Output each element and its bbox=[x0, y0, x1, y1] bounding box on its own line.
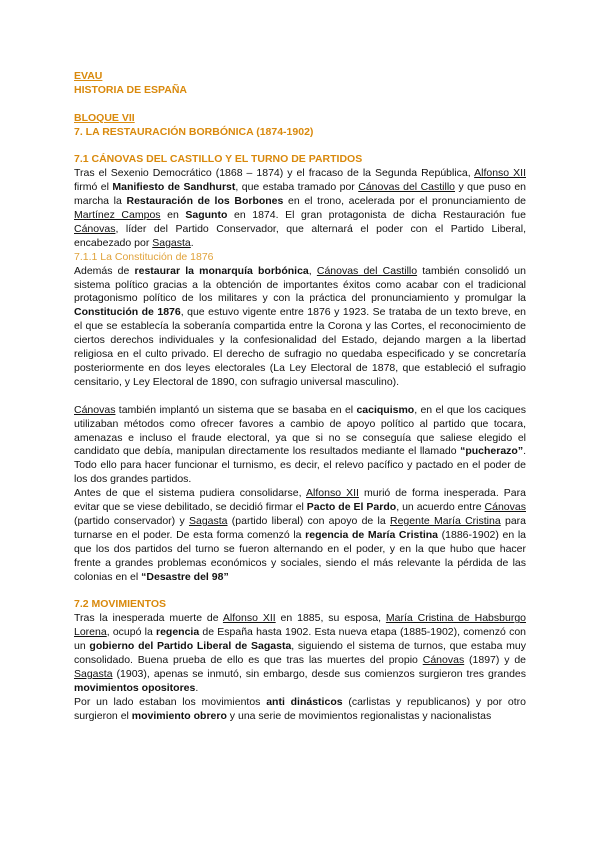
bold-term: caciquismo bbox=[356, 403, 415, 416]
bold-term: movimientos opositores bbox=[74, 681, 196, 694]
text-run: en 1885, su esposa, bbox=[275, 612, 386, 625]
pardo-pact-paragraph bbox=[74, 487, 526, 584]
bold-term: Sagunto bbox=[185, 209, 228, 222]
text-run: . bbox=[190, 236, 194, 249]
topic-title: 7. LA RESTAURACIÓN BORBÓNICA (1874-1902) bbox=[74, 125, 314, 138]
block-label: BLOQUE VII bbox=[74, 111, 135, 124]
wiki-link[interactable]: Alfonso XII bbox=[306, 487, 359, 500]
text-run: (1886-1902) en la que los dos partidos del turno se fueron alternando en el poder, y en la que hubo que hacer frente a grandes problemas económicos y sociales, siendo el más relevante la pérdida de las colonias en el bbox=[74, 528, 526, 583]
text-run: Por un lado estaban los movimientos bbox=[74, 695, 267, 708]
wiki-link[interactable]: Sagasta bbox=[74, 667, 113, 680]
bold-term: Constitución de 1876 bbox=[74, 306, 181, 319]
text-run: (carlistas y republicanos) y por otro surgieron el bbox=[74, 695, 526, 722]
text-run: Además de bbox=[74, 264, 135, 277]
text-run: firmó el bbox=[74, 181, 113, 194]
section-7-1-1-heading: 7.1.1 La Constitución de 1876 bbox=[74, 250, 214, 263]
bold-term: “Desastre del 98” bbox=[141, 570, 229, 583]
section-7-1-heading: 7.1 CÁNOVAS DEL CASTILLO Y EL TURNO DE PARTIDOS bbox=[74, 153, 363, 166]
wiki-link[interactable]: Sagasta bbox=[188, 514, 228, 527]
movements-paragraph bbox=[74, 696, 526, 724]
text-run: , siguiendo el sistema de turnos, que estaba muy consolidado. Buena prueba de ello es que tras las muertes del propio bbox=[74, 640, 526, 666]
text-run: Tras la inesperada muerte de bbox=[74, 612, 223, 625]
text-run: (1903), apenas se inmutó, sin embargo, desde sus comienzos surgieron tres grandes bbox=[112, 667, 526, 680]
bold-term: regencia bbox=[156, 626, 200, 639]
text-run: , ocupó la bbox=[106, 626, 156, 639]
text-run: , que estaba tramado por bbox=[235, 181, 359, 194]
bold-term: “pucherazo” bbox=[460, 445, 524, 458]
bold-term: Restauración de los Borbones bbox=[126, 195, 284, 208]
text-run: . bbox=[195, 681, 199, 694]
text-run: Tras el Sexenio Democrático (1868 – 1874) y el fracaso de la Segunda República, bbox=[74, 167, 475, 180]
wiki-link[interactable]: Martínez Campos bbox=[74, 209, 161, 222]
caciquismo-paragraph bbox=[74, 404, 526, 487]
text-run: , bbox=[308, 264, 317, 277]
wiki-link[interactable]: Cánovas bbox=[74, 222, 116, 235]
text-run: (1897) y de bbox=[464, 654, 526, 666]
bold-term: restaurar la monarquía borbónica bbox=[134, 264, 309, 277]
wiki-link[interactable]: Alfonso XII bbox=[474, 167, 526, 180]
wiki-link[interactable]: Cánovas del Castillo bbox=[316, 264, 418, 277]
text-run: , líder del Partido Conservador, que alternará el poder con el Partido Liberal, encabezado por bbox=[74, 222, 526, 249]
text-run: y una serie de movimientos regionalistas y nacionalistas bbox=[226, 709, 492, 722]
subject-title: HISTORIA DE ESPAÑA bbox=[74, 83, 187, 96]
bold-term: Pacto de El Pardo bbox=[306, 501, 397, 514]
bold-term: anti dinásticos bbox=[266, 695, 343, 708]
text-run: , en el que los caciques utilizaban métodos como ofrecer favores a cambio de apoyo político al partido que tocara, amenazas e incluso el fraude electoral, ya que si no se conseguía que saliese elegido el candidato que debía, manipulan directamente los resultados mediante el llamado bbox=[74, 403, 526, 458]
wiki-link[interactable]: Cánovas del Castillo bbox=[358, 181, 456, 194]
wiki-link[interactable]: Cánovas bbox=[484, 501, 526, 514]
section-7-2-heading: 7.2 MOVIMIENTOS bbox=[74, 598, 166, 611]
bold-term: movimiento obrero bbox=[131, 709, 227, 722]
text-run: en el trono, acelerada por el pronunciamiento de bbox=[283, 195, 526, 208]
wiki-link[interactable]: Sagasta bbox=[152, 236, 191, 249]
text-run: también implantó un sistema que se basaba en el bbox=[115, 403, 357, 416]
section-7-1-paragraph bbox=[74, 167, 526, 250]
wiki-link[interactable]: María Cristina de Habsburgo Lorena bbox=[74, 612, 527, 639]
text-run: también consolidó un sistema político gracias a la obtención de importantes éxitos como acabar con el tradicional protagonismo político de los militares y con la práctica del pronunciamiento y promulgar la bbox=[74, 264, 526, 305]
text-run: de España hasta 1902. Esta nueva etapa (1885-1902), comenzó con un bbox=[74, 626, 526, 653]
constitution-paragraph bbox=[74, 265, 526, 390]
text-run: para turnarse en el poder. De esta forma comenzó la bbox=[74, 514, 527, 541]
wiki-link[interactable]: Regente María Cristina bbox=[390, 514, 501, 527]
text-run: (partido liberal) con apoyo de la bbox=[227, 514, 390, 527]
bold-term: gobierno del Partido Liberal de Sagasta bbox=[89, 640, 292, 653]
text-run: , que estuvo vigente entre 1876 y 1923. Se trataba de un texto breve, en el que se establecía la soberanía compartida entre la Corona y las Cortes, el reconocimiento de ciertos derechos individuales y la confesionalidad del Estado, dejando margen a la libertad religiosa en el culto privado. El derecho de sufragio no quedaba especificado y se concretaría posteriormente en dos leyes electorales (La Ley Electoral de 1878, que estableció el sufragio censitario, y Ley Electoral de 1890, con sufragio universal masculino). bbox=[74, 306, 527, 388]
text-run: y que puso en marcha la bbox=[74, 181, 526, 208]
text-run: murió de forma inesperada. Para evitar que se viese debilitado, se decidió firmar el bbox=[74, 487, 526, 514]
text-run: (partido conservador) y bbox=[74, 514, 189, 527]
wiki-link[interactable]: Cánovas bbox=[422, 654, 465, 666]
text-run: . Todo ello para hacer funcionar el turnismo, es decir, el relevo pacífico y pactado en el poder de los dos grandes partidos. bbox=[74, 445, 526, 486]
regency-paragraph bbox=[74, 612, 526, 695]
bold-term: regencia de María Cristina bbox=[305, 528, 439, 541]
bold-term: Manifiesto de Sandhurst bbox=[112, 181, 236, 194]
text-run: , un acuerdo entre bbox=[396, 501, 485, 514]
exam-label: EVAU bbox=[74, 70, 103, 82]
text-run: Antes de que el sistema pudiera consolidarse, bbox=[74, 487, 307, 500]
text-run: en 1874. El gran protagonista de dicha Restauración fue bbox=[227, 209, 526, 222]
wiki-link[interactable]: Cánovas bbox=[74, 403, 116, 416]
text-run: en bbox=[160, 209, 186, 222]
document-content bbox=[74, 70, 526, 724]
wiki-link[interactable]: Alfonso XII bbox=[222, 612, 276, 625]
